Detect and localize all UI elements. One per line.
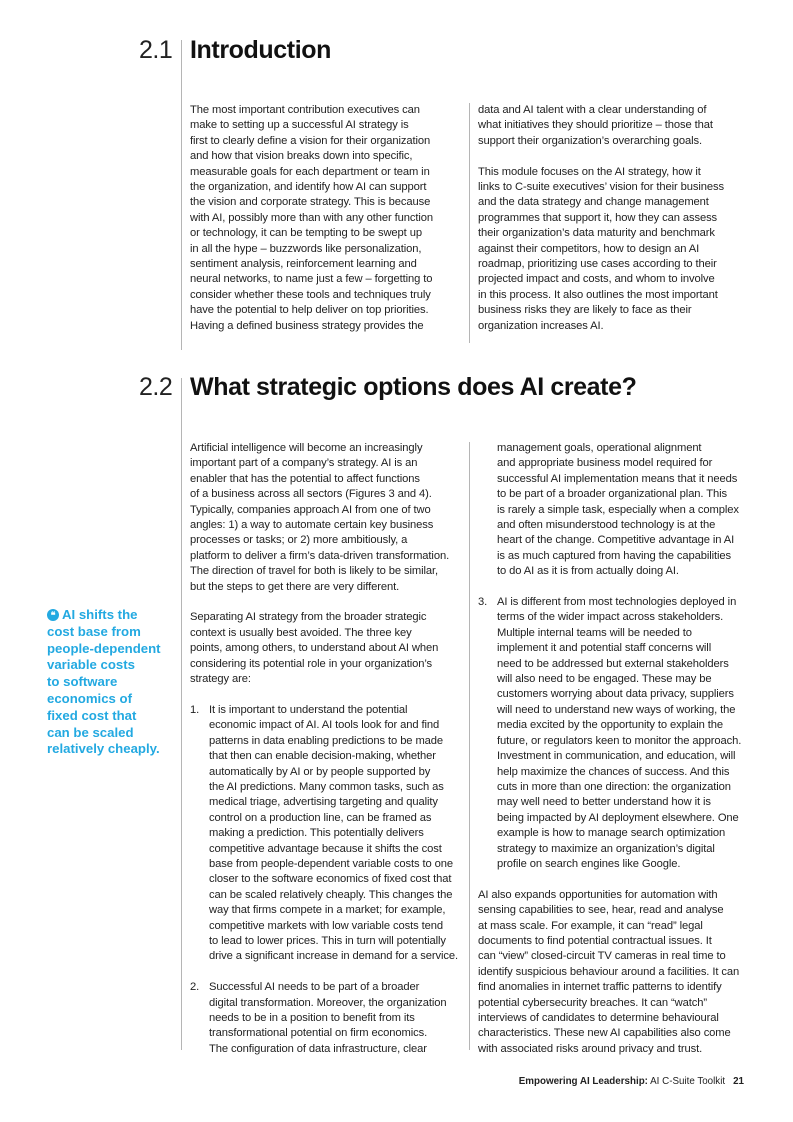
paragraph: Artificial intelligence will become an increasingly important part of a company’s strategy. AI is an enabler that has the potential to affect functions of a business across all sectors (Figures 3 and 4). Typically, companies approach AI from one of two angles: 1) a way to automate certain key business processes or tasks; or 2) more ambitiously, a platform to deliver a firm’s data-driven transformation. The direction of travel for both is likely to be similar, but the steps to get there are very different. <box>190 442 450 593</box>
section-title: What strategic options does AI create? <box>190 373 637 401</box>
section-number: 2.1 <box>139 36 173 64</box>
quote-icon: ❝ <box>47 609 59 621</box>
page-footer <box>519 1076 744 1087</box>
body-column-2 <box>478 441 760 1057</box>
intro-column-1 <box>190 103 458 334</box>
page-number: 21 <box>733 1076 744 1087</box>
paragraph: AI also expands opportunities for automation with sensing capabilities to see, hear, read and analyse at mass scale. For example, it can “read” legal documents to find potential contractual issues. It can “view” closed-circuit TV cameras in real time to identify suspicious behaviour around a facilities. It can find anomalies in internet traffic patterns to identify potential cybersecurity breaches. It can “watch” interviews of candidates to determine behavioural characteristics. These new AI capabilities also come with associated risks around privacy and trust. <box>478 888 740 1055</box>
paragraph: Separating AI strategy from the broader strategic context is usually best avoided. The three key points, among others, to understand about AI when considering its potential role in your organization’s strategy are: <box>190 611 439 686</box>
list-item: 1. It is important to understand the potential economic impact of AI. AI tools look for and find patterns in data enabling predictions to be made that then can enable decision-making, whether automatically by AI or by people supported by the AI predictions. Many common tasks, such as medical triage, advertising targeting and quality control on a production line, can be framed as making a prediction. This potentially delivers competitive advantage because it shifts the cost base from people-dependent variable costs to one closer to the software economics of fixed cost that can be scaled relatively cheaply. This changes the way that firms compete in a market; for example, competitive markets with low variable costs tend to lead to lower prices. This in turn will potentially drive a significant increase in demand for a service. <box>190 703 459 963</box>
section-title: Introduction <box>190 36 332 64</box>
column-divider <box>469 103 470 343</box>
footer-subtitle: AI C-Suite Toolkit <box>647 1076 726 1087</box>
list-item-continuation: management goals, operational alignment and appropriate business model required for successful AI implementation means that it needs to be part of a broader organizational plan. This is rarely a simple task, especially when a complex and often misunderstood technology is at the heart of the change. Competitive advantage in AI is as much captured from having the capabilities to do AI as it is from actually doing AI. <box>497 442 739 578</box>
body-column-1 <box>190 441 462 1073</box>
paragraph: data and AI talent with a clear understanding of what initiatives they should prioritize – those that support their organization’s overarching goals. <box>478 104 713 147</box>
section-number: 2.2 <box>139 373 173 401</box>
intro-column-2 <box>478 103 758 334</box>
list-item: 2. Successful AI needs to be part of a broader digital transformation. Moreover, the organization needs to be in a position to benefit from its transformational potential on firm economics. The configuration of data infrastructure, clear <box>190 981 447 1055</box>
paragraph: This module focuses on the AI strategy, how it links to C-suite executives’ vision for their business and the data strategy and change management programmes that support it, how they can assess their organization’s data maturity and benchmark against their competitors, how to design an AI roadmap, prioritizing use cases according to their projected impact and costs, and whom to involve in this process. It also outlines the most important business risks they are likely to face as their organization increases AI. <box>478 165 725 332</box>
list-item: 3. AI is different from most technologies deployed in terms of the wider impact across stakeholders. Multiple internal teams will be needed to implement it and potential staff concerns will need to be addressed but external stakeholders will also need to be engaged. These may be customers worrying about data privacy, suppliers will need to understand new ways of working, the media excited by the opportunity to explain the future, or regulators keen to monitor the approach. Investment in communication, and education, will help maximize the chances of success. And this cuts in more than one direction: the organization may well need to better understand how it is being impacted by AI deployment elsewhere. One example is how to manage search optimization strategy to maximize an organization’s digital profile on search engines like Google. <box>478 596 742 870</box>
section-divider <box>181 378 182 1050</box>
footer-publication: Empowering AI Leadership: <box>518 1076 648 1087</box>
column-divider <box>469 442 470 1050</box>
section-divider <box>181 40 182 350</box>
paragraph: The most important contribution executives can make to setting up a successful AI strategy is first to clearly define a vision for their organization and how that vision breaks down into specific, measurable goals for each department or team in the organization, and identify how AI can support the vision and corporate strategy. This is because with AI, possibly more than with any other function or technology, it can be tempting to be swept up in all the hype – buzzwords like personalization, sentiment analysis, reinforcement learning and neural networks, to name just a few – forgetting to consider whether these tools and techniques truly have the potential to help deliver on top priorities. Having a defined business strategy provides the <box>190 104 434 332</box>
pull-quote: ❝ AI shifts the cost base from people-dependent variable costs to software economics of fixed cost that can be scaled relatively cheaply. <box>47 607 161 757</box>
